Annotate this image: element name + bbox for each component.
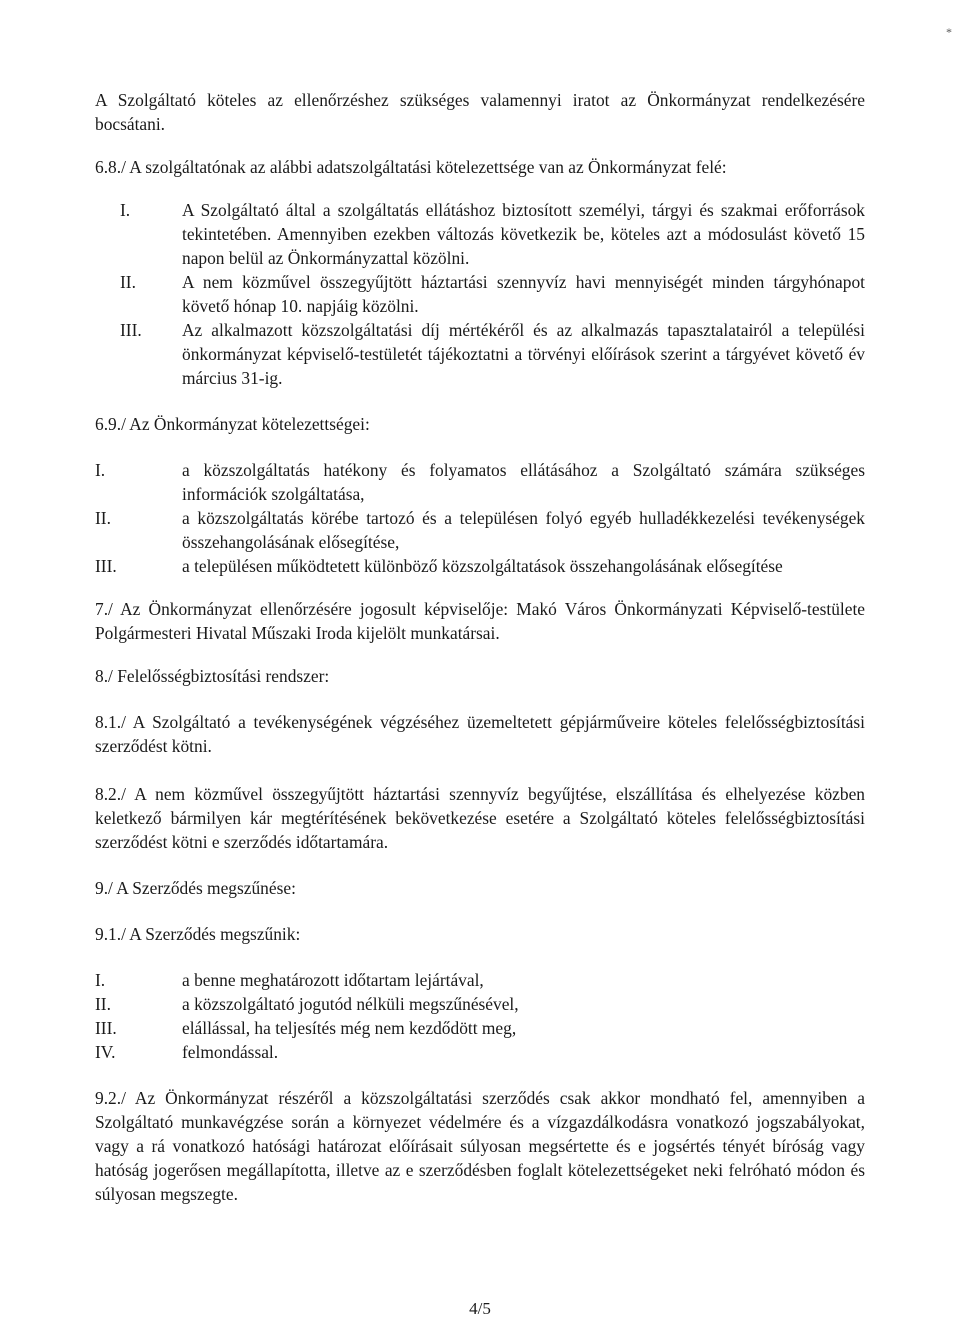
list-item-text: a településen működtetett különböző közszolgáltatások összehangolásának elősegítése [182,556,783,576]
section-8-1-paragraph: 8.1./ A Szolgáltató a tevékenységének végzéséhez üzemeltetett gépjárműveire köteles felelősségbiztosítási szerződést kötni. [95,712,865,756]
list-item [95,506,865,554]
list-item-number: III. [95,1018,117,1038]
list-item [95,554,865,578]
list-item [95,318,865,390]
list-item [95,198,865,270]
section-9-2-paragraph: 9.2./ Az Önkormányzat részéről a közszolgáltatási szerződés csak akkor mondható fel, amennyiben a Szolgáltató munkavégzése során a környezet védelmére és a vízgazdálkodásra vonatkozó jogszabályokat, vagy a rá vonatkozó hatósági határozat előírásait súlyosan megsértette és e jogsértés tényét bíróság vagy hatóság jogerősen megállapította, illetve az e szerződésben foglalt kötelezettségeket neki felróható módon és súlyosan megszegte. [95,1088,865,1204]
section-6-8-heading: 6.8./ A szolgáltatónak az alábbi adatszolgáltatási kötelezettsége van az Önkormányzat felé: [95,157,727,177]
list-item-text: A nem közművel összegyűjtött háztartási szennyvíz havi mennyiségét minden tárgyhónapot követő hónap 10. napjáig közölni. [182,272,865,316]
list-item-number: II. [120,272,136,292]
section-6-9-list [95,458,865,578]
list-item-text: a közszolgáltató jogutód nélküli megszűnésével, [182,994,519,1014]
document-page [95,88,865,1206]
list-item-text: a benne meghatározott időtartam lejártával, [182,970,484,990]
list-item-number: I. [120,200,131,220]
list-item-text: A Szolgáltató által a szolgáltatás ellátáshoz biztosított személyi, tárgyi és szakmai erőforrások tekintetében. Amennyiben ezekben változás következik be, köteles azt a módosulást követő 15 napon belül az Önkormányzattal közölni. [182,200,865,268]
intro-paragraph: A Szolgáltató köteles az ellenőrzéshez szükséges valamennyi iratot az Önkormányzat rendelkezésére bocsátani. [95,90,865,134]
corner-mark: * [946,25,952,39]
section-7-paragraph: 7./ Az Önkormányzat ellenőrzésére jogosult képviselője: Makó Város Önkormányzati Képviselő-testülete Polgármesteri Hivatal Műszaki Iroda kijelölt munkatársai. [95,599,865,643]
page-number: 4/5 [469,1299,491,1318]
list-item-text: felmondással. [182,1042,279,1062]
section-9-heading: 9./ A Szerződés megszűnése: [95,878,296,898]
list-item-text: elállással, ha teljesítés még nem kezdődött meg, [182,1018,517,1038]
list-item-text: a közszolgáltatás körébe tartozó és a településen folyó egyéb hulladékkezelési tevékenységek összehangolásának elősegítése, [182,508,865,552]
section-9-1-list [95,968,865,1064]
list-item-number: II. [95,994,111,1014]
list-item [95,458,865,506]
section-8-2-paragraph: 8.2./ A nem közművel összegyűjtött háztartási szennyvíz begyűjtése, elszállítása és elhelyezése közben keletkező bármilyen kár megtérítésének bekövetkezése esetére a Szolgáltató köteles felelősségbiztosítási szerződést kötni e szerződés időtartamára. [95,784,865,852]
list-item-number: III. [95,556,117,576]
list-item-number: I. [95,970,106,990]
list-item-number: I. [95,460,106,480]
list-item [95,270,865,318]
list-item [95,1040,865,1064]
list-item-number: II. [95,508,111,528]
section-8-heading: 8./ Felelősségbiztosítási rendszer: [95,666,330,686]
section-9-1-heading: 9.1./ A Szerződés megszűnik: [95,924,301,944]
list-item [95,992,865,1016]
section-6-9-heading: 6.9./ Az Önkormányzat kötelezettségei: [95,414,370,434]
section-6-8-list [95,198,865,390]
list-item-number: III. [120,320,142,340]
list-item [95,1016,865,1040]
list-item-text: a közszolgáltatás hatékony és folyamatos ellátásához a Szolgáltató számára szükséges információk szolgáltatása, [182,460,865,504]
list-item-text: Az alkalmazott közszolgáltatási díj mértékéről és az alkalmazás tapasztalatairól a települési önkormányzat képviselő-testületét tájékoztatni a törvényi előírások szerint a tárgyévet követő év március 31-ig. [182,320,865,388]
list-item [95,968,865,992]
list-item-number: IV. [95,1042,116,1062]
